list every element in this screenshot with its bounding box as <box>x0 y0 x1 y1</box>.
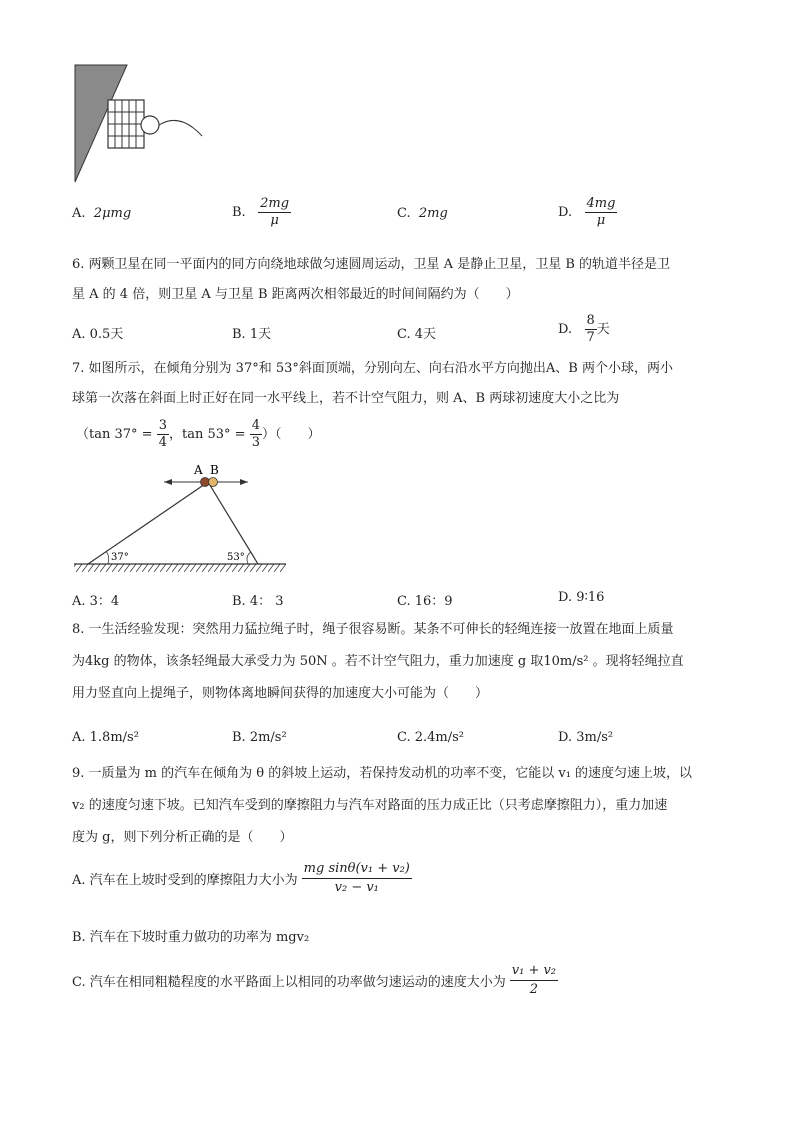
question-7-stem <box>72 354 732 414</box>
q5-option-a: A. 2μmg <box>72 206 132 221</box>
q8-line-1: 8. 一生活经验发现：突然用力猛拉绳子时，绳子很容易断。某条不可伸长的轻绳连接一放置在地面上质量 <box>72 622 674 637</box>
q7-option-d: D. 9∶16 <box>558 590 605 605</box>
q7-option-a: A. 3：4 <box>72 594 120 609</box>
q6-line-1: 6. 两颗卫星在同一平面内的同方向绕地球做匀速圆周运动，卫星 A 是静止卫星，卫星 B 的轨道半径是卫 <box>72 257 671 272</box>
q8-line-3: 用力竖直向上提绳子，则物体离地瞬间获得的加速度大小可能为（ ） <box>72 686 489 701</box>
question-9-stem <box>72 758 732 854</box>
q9-line-2: v₂ 的速度匀速下坡。已知汽车受到的摩擦阻力与汽车对路面的压力成正比（只考虑摩擦阻力），重力加速 <box>72 798 668 813</box>
q6-option-d: D. $\frac{8}{7}$ 天 <box>558 313 610 345</box>
q7-line-2: 球第一次落在斜面上时正好在同一水平线上，若不计空气阻力，则 A、B 两球初速度大小之比为 <box>72 391 620 406</box>
q7-label-b: B <box>210 463 219 477</box>
q6-line-2: 星 A 的 4 倍，则卫星 A 与卫星 B 距离两次相邻最近的时间间隔约为（ ） <box>72 287 519 302</box>
q8-option-b: B. 2m/s² <box>232 730 287 745</box>
q9-line-3: 度为 g，则下列分析正确的是（ ） <box>72 830 293 845</box>
q8-option-d: D. 3m/s² <box>558 730 614 745</box>
q7-incline-figure <box>70 460 290 578</box>
q9-line-1: 9. 一质量为 m 的汽车在倾角为 θ 的斜坡上运动，若保持发动机的功率不变，它能以 v₁ 的速度匀速上坡，以 <box>72 766 693 781</box>
q5-figure <box>70 60 220 188</box>
question-8-stem <box>72 614 732 710</box>
q8-option-c: C. 2.4m/s² <box>397 730 465 745</box>
q9-option-c: C. 汽车在相同粗糙程度的水平路面上以相同的功率做匀速运动的速度大小为 $\frac{\text{v₁ + v₂}}{2}$ <box>72 963 557 997</box>
q5-option-b: B. $\frac{2mg}{\mu}$ <box>232 196 290 228</box>
q6-option-b: B. 1天 <box>232 327 272 342</box>
q7-condition: （tan 37° = $\frac{3}{4}$ ，tan 53° = $\frac{4}{3}$ ）（ ） <box>76 418 321 450</box>
q7-option-c: C. 16：9 <box>397 594 453 609</box>
q7-label-a: A <box>194 463 203 477</box>
q6-option-c: C. 4天 <box>397 327 437 342</box>
q7-option-b: B. 4： 3 <box>232 594 284 609</box>
q8-line-2: 为4kg 的物体，该条轻绳最大承受力为 50N 。若不计空气阻力，重力加速度 g 取10m/s² 。现将轻绳拉直 <box>72 654 684 669</box>
q6-option-a: A. 0.5天 <box>72 327 124 342</box>
q9-option-b: B. 汽车在下坡时重力做功的功率为 mgv₂ <box>72 930 310 945</box>
q9-option-a: A. 汽车在上坡时受到的摩擦阻力大小为 $\frac{\text{mg sinθ(v₁ + v₂)}}{\text{v₂ − v₁}}$ <box>72 861 410 895</box>
q7-angle-right: 53° <box>227 552 245 563</box>
q8-option-a: A. 1.8m/s² <box>72 730 139 745</box>
q7-angle-left: 37° <box>111 552 129 563</box>
question-6-stem <box>72 250 732 310</box>
q7-line-1: 7. 如图所示，在倾角分别为 37°和 53°斜面顶端，分别向左、向右沿水平方向抛出A、B 两个小球，两小 <box>72 361 673 376</box>
q5-option-c: C. 2mg <box>397 206 448 221</box>
q5-option-d: D. $\frac{4mg}{\mu}$ <box>558 196 616 228</box>
